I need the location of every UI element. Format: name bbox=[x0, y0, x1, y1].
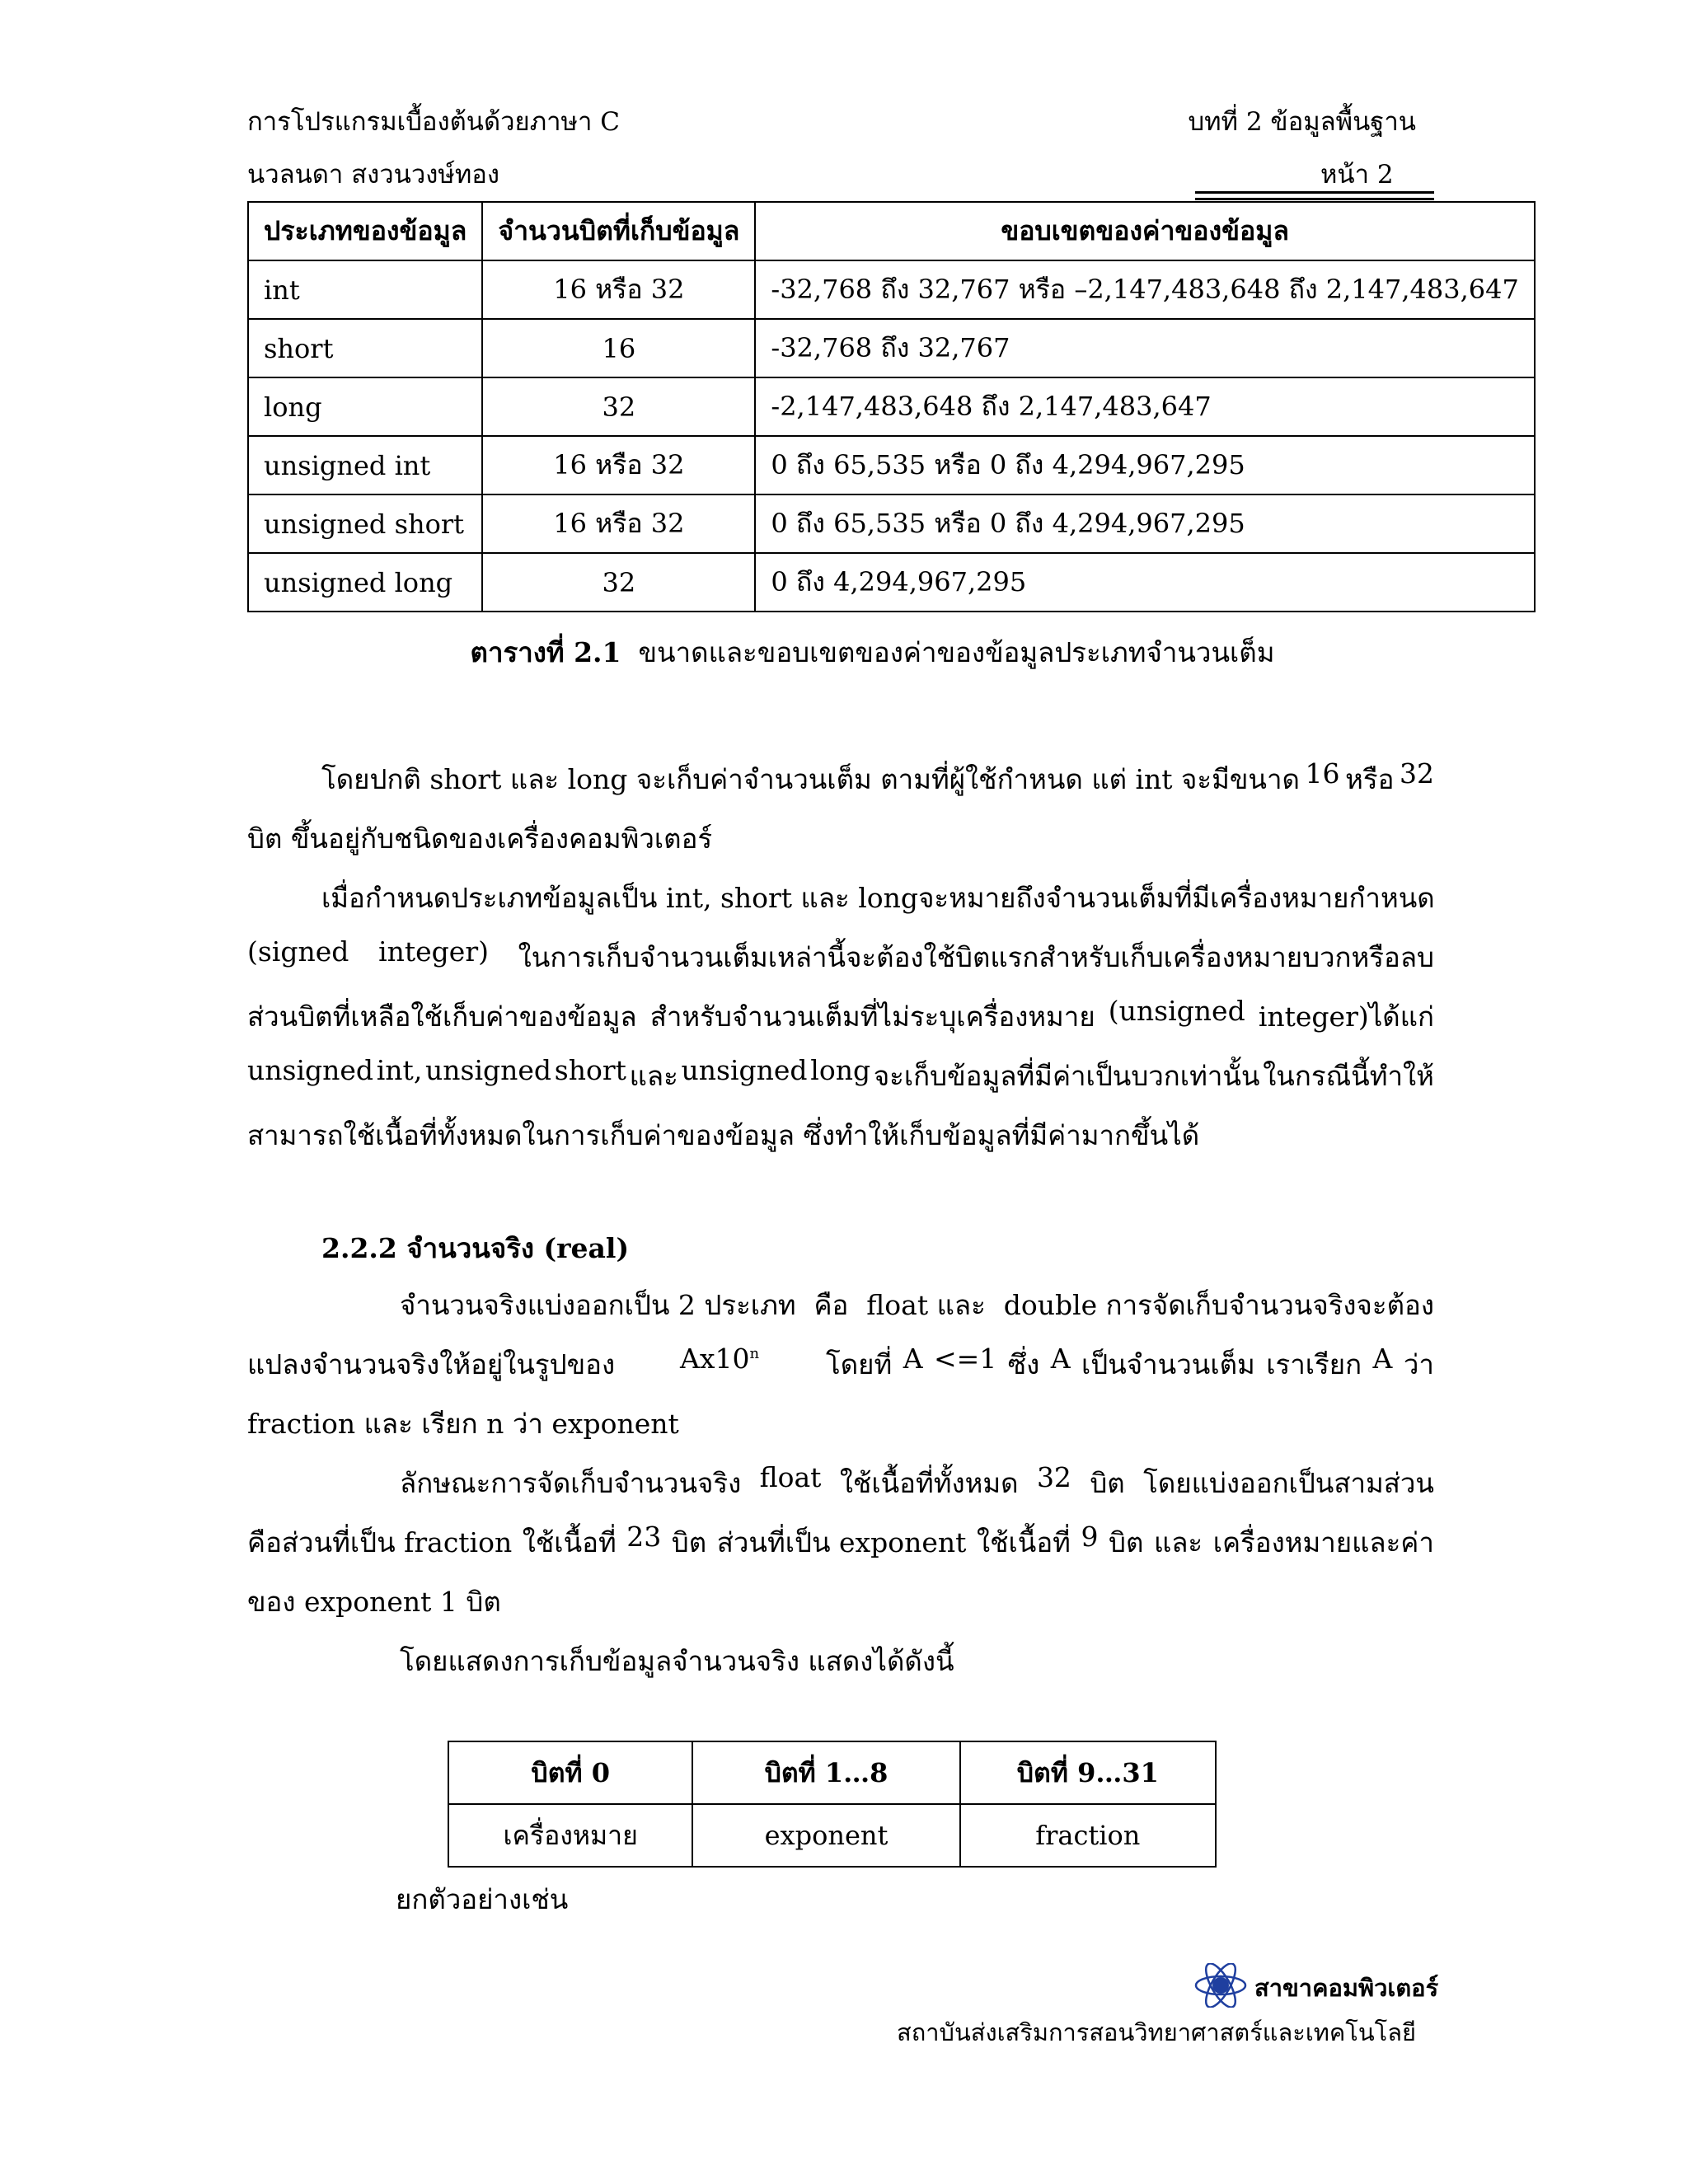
table-header-cell: ประเภทของข้อมูล bbox=[248, 202, 482, 260]
table-row bbox=[448, 1804, 1216, 1867]
exponent-formula bbox=[680, 1343, 759, 1375]
text-span: (signed bbox=[247, 935, 349, 968]
text-span: ซึ่ง bbox=[1007, 1348, 1040, 1380]
text-span: <=1 bbox=[934, 1343, 997, 1375]
bits-cell: 32 bbox=[482, 553, 755, 612]
table-cell: เครื่องหมาย bbox=[448, 1804, 692, 1867]
range-cell: 0 ถึง 65,535 หรือ 0 ถึง 4,294,967,295 bbox=[755, 436, 1535, 494]
type-cell: long bbox=[248, 377, 482, 436]
header-chapter: บทที่ 2 ข้อมูลพื้นฐาน bbox=[1188, 107, 1416, 137]
text-span: โดยที่ bbox=[826, 1348, 893, 1380]
text-span: integer) bbox=[378, 935, 489, 968]
paragraph-3-line-3: fraction และ เรียก n ว่า exponent bbox=[247, 1408, 679, 1440]
text-span: double การจัดเก็บจำนวนจริงจะต้อง bbox=[1003, 1289, 1434, 1321]
paragraph-2-line-1 bbox=[321, 876, 1434, 920]
text-span: บิต bbox=[1109, 1526, 1144, 1558]
text-span: บิต bbox=[1090, 1467, 1125, 1499]
text-span: โดยแบ่งออกเป็นสามส่วน bbox=[1143, 1467, 1434, 1499]
text-span: ว่า bbox=[1403, 1348, 1434, 1380]
paragraph-4-line-2 bbox=[247, 1521, 1434, 1564]
text-span: A bbox=[1050, 1343, 1071, 1375]
float-layout-table bbox=[448, 1741, 1217, 1868]
paragraph-4-line-3: ของ exponent 1 บิต bbox=[247, 1586, 501, 1618]
text-span: ส่วนบิตที่เหลือใช้เก็บค่าของข้อมูล bbox=[247, 1001, 637, 1033]
type-cell: unsigned short bbox=[248, 494, 482, 553]
text-span: ส่วนที่เป็น exponent bbox=[716, 1526, 967, 1558]
table-cell: fraction bbox=[960, 1804, 1216, 1867]
text-span: ในการเก็บจำนวนเต็มเหล่านี้จะต้องใช้บิตแรกสำหรับเก็บเครื่องหมายบวกหรือลบ bbox=[518, 941, 1434, 973]
text-span: unsigned bbox=[425, 1054, 552, 1086]
text-span: ใช้เนื้อที่ bbox=[976, 1526, 1071, 1558]
footer-institute: สถาบันส่งเสริมการสอนวิทยาศาสตร์และเทคโนโลยี bbox=[897, 2018, 1416, 2046]
table-header-cell: ขอบเขตของค่าของข้อมูล bbox=[755, 202, 1535, 260]
paragraph-2-line-2 bbox=[247, 935, 1434, 979]
table-header-row bbox=[248, 202, 1535, 260]
text-span: unsigned bbox=[681, 1054, 808, 1086]
table-row bbox=[248, 494, 1535, 553]
paragraph-2-line-5: สามารถใช้เนื้อที่ทั้งหมดในการเก็บค่าของข้อมูล ซึ่งทำให้เก็บข้อมูลที่มีค่ามากขึ้นได้ bbox=[247, 1119, 1200, 1151]
text-span: (unsigned bbox=[1108, 995, 1245, 1027]
range-cell: -32,768 ถึง 32,767 หรือ –2,147,483,648 ถึง 2,147,483,647 bbox=[755, 260, 1535, 319]
text-span: เราเรียก bbox=[1266, 1348, 1362, 1380]
header-rule-top bbox=[1195, 191, 1434, 194]
range-cell: 0 ถึง 4,294,967,295 bbox=[755, 553, 1535, 612]
text-span: 23 bbox=[626, 1521, 662, 1553]
table-row bbox=[248, 377, 1535, 436]
caption-label: ตารางที่ 2.1 bbox=[470, 636, 621, 668]
text-span: 32 bbox=[1399, 757, 1434, 790]
range-cell: -2,147,483,648 ถึง 2,147,483,647 bbox=[755, 377, 1535, 436]
paragraph-4-line-1 bbox=[400, 1461, 1434, 1505]
table-header-cell: บิตที่ 1…8 bbox=[692, 1741, 959, 1804]
type-cell: unsigned long bbox=[248, 553, 482, 612]
integer-types-table bbox=[247, 201, 1536, 612]
text-span: เมื่อกำหนดประเภทข้อมูลเป็น int, short และ long bbox=[321, 882, 919, 914]
range-cell: -32,768 ถึง 32,767 bbox=[755, 319, 1535, 377]
text-span: short bbox=[554, 1054, 626, 1086]
type-cell: short bbox=[248, 319, 482, 377]
bits-cell: 16 หรือ 32 bbox=[482, 494, 755, 553]
table-header-cell: บิตที่ 9…31 bbox=[960, 1741, 1216, 1804]
table-caption bbox=[247, 630, 1498, 674]
table-row bbox=[248, 553, 1535, 612]
paragraph-3-line-1 bbox=[400, 1283, 1434, 1327]
text-span: ลักษณะการจัดเก็บจำนวนจริง bbox=[400, 1467, 742, 1499]
text-span: 32 bbox=[1036, 1461, 1071, 1493]
bits-cell: 32 bbox=[482, 377, 755, 436]
paragraph-2-line-4 bbox=[247, 1054, 1434, 1098]
header-rule-bottom bbox=[1195, 198, 1434, 200]
paragraph-3-line-2-start: แปลงจำนวนจริงให้อยู่ในรูปของ bbox=[247, 1348, 616, 1380]
header-course-title: การโปรแกรมเบื้องต้นด้วยภาษา C bbox=[247, 107, 620, 137]
example-label: ยกตัวอย่างเช่น bbox=[396, 1883, 569, 1915]
table-row bbox=[248, 260, 1535, 319]
text-span: และ bbox=[1153, 1526, 1203, 1558]
footer-department: สาขาคอมพิวเตอร์ bbox=[1254, 1974, 1439, 2002]
paragraph-2-line-3 bbox=[247, 995, 1434, 1038]
text-span: บิต bbox=[671, 1526, 707, 1558]
header-page-number: หน้า 2 bbox=[1320, 160, 1394, 190]
text-span: integer)ได้แก่ bbox=[1258, 1001, 1434, 1033]
formula-superscript: n bbox=[749, 1345, 760, 1362]
text-span: จำนวนจริงแบ่งออกเป็น 2 ประเภท bbox=[400, 1289, 796, 1321]
text-span: สำหรับจำนวนเต็มที่ไม่ระบุเครื่องหมาย bbox=[649, 1001, 1095, 1033]
text-span: เป็นจำนวนเต็ม bbox=[1081, 1348, 1255, 1380]
paragraph-3-line-2-end bbox=[826, 1343, 1434, 1386]
text-span: ใช้เนื้อที่ทั้งหมด bbox=[839, 1467, 1019, 1499]
section-heading: 2.2.2 จำนวนจริง (real) bbox=[321, 1232, 630, 1264]
text-span: จะหมายถึงจำนวนเต็มที่มีเครื่องหมายกำหนด bbox=[918, 882, 1435, 914]
text-span: ในกรณีนี้ทำให้ bbox=[1263, 1060, 1434, 1092]
text-span: คือ bbox=[814, 1289, 849, 1321]
text-span: 9 bbox=[1081, 1521, 1099, 1553]
text-span: A bbox=[1372, 1343, 1393, 1375]
bits-cell: 16 หรือ 32 bbox=[482, 436, 755, 494]
table-cell: exponent bbox=[692, 1804, 959, 1867]
text-span: เครื่องหมายและค่า bbox=[1212, 1526, 1434, 1558]
formula-base: Ax10 bbox=[680, 1343, 750, 1375]
paragraph-5: โดยแสดงการเก็บข้อมูลจำนวนจริง แสดงได้ดังนี้ bbox=[400, 1645, 954, 1677]
text-span: float และ bbox=[866, 1289, 986, 1321]
caption-text: ขนาดและขอบเขตของค่าของข้อมูลประเภทจำนวนเต็ม bbox=[638, 636, 1275, 668]
text-span: โดยปกติ short และ long จะเก็บค่าจำนวนเต็ม ตามที่ผู้ใช้กำหนด แต่ int จะมีขนาด bbox=[321, 763, 1300, 795]
text-span: หรือ bbox=[1345, 763, 1395, 795]
text-span: คือส่วนที่เป็น fraction bbox=[247, 1526, 513, 1558]
table-row bbox=[248, 319, 1535, 377]
text-span: unsigned bbox=[247, 1054, 374, 1086]
text-span: ใช้เนื้อที่ bbox=[522, 1526, 617, 1558]
text-span: 16 bbox=[1305, 757, 1340, 790]
text-span: float bbox=[759, 1461, 822, 1493]
paragraph-1-line-2: บิต ขึ้นอยู่กับชนิดของเครื่องคอมพิวเตอร์ bbox=[247, 823, 713, 855]
paragraph-1-line-1 bbox=[321, 757, 1434, 801]
bits-cell: 16 หรือ 32 bbox=[482, 260, 755, 319]
table-header-cell: บิตที่ 0 bbox=[448, 1741, 692, 1804]
text-span: จะเก็บข้อมูลที่มีค่าเป็นบวกเท่านั้น bbox=[873, 1060, 1260, 1092]
text-span: A bbox=[903, 1343, 923, 1375]
table-row bbox=[248, 436, 1535, 494]
text-span: และ bbox=[629, 1060, 678, 1092]
text-span: long bbox=[810, 1054, 871, 1086]
type-cell: int bbox=[248, 260, 482, 319]
type-cell: unsigned int bbox=[248, 436, 482, 494]
table-header-row bbox=[448, 1741, 1216, 1804]
bits-cell: 16 bbox=[482, 319, 755, 377]
table-header-cell: จำนวนบิตที่เก็บข้อมูล bbox=[482, 202, 755, 260]
atom-logo-icon bbox=[1193, 1963, 1249, 2008]
range-cell: 0 ถึง 65,535 หรือ 0 ถึง 4,294,967,295 bbox=[755, 494, 1535, 553]
text-span: int, bbox=[376, 1054, 423, 1086]
header-author: นวลนดา สงวนวงษ์ทอง bbox=[247, 160, 500, 190]
